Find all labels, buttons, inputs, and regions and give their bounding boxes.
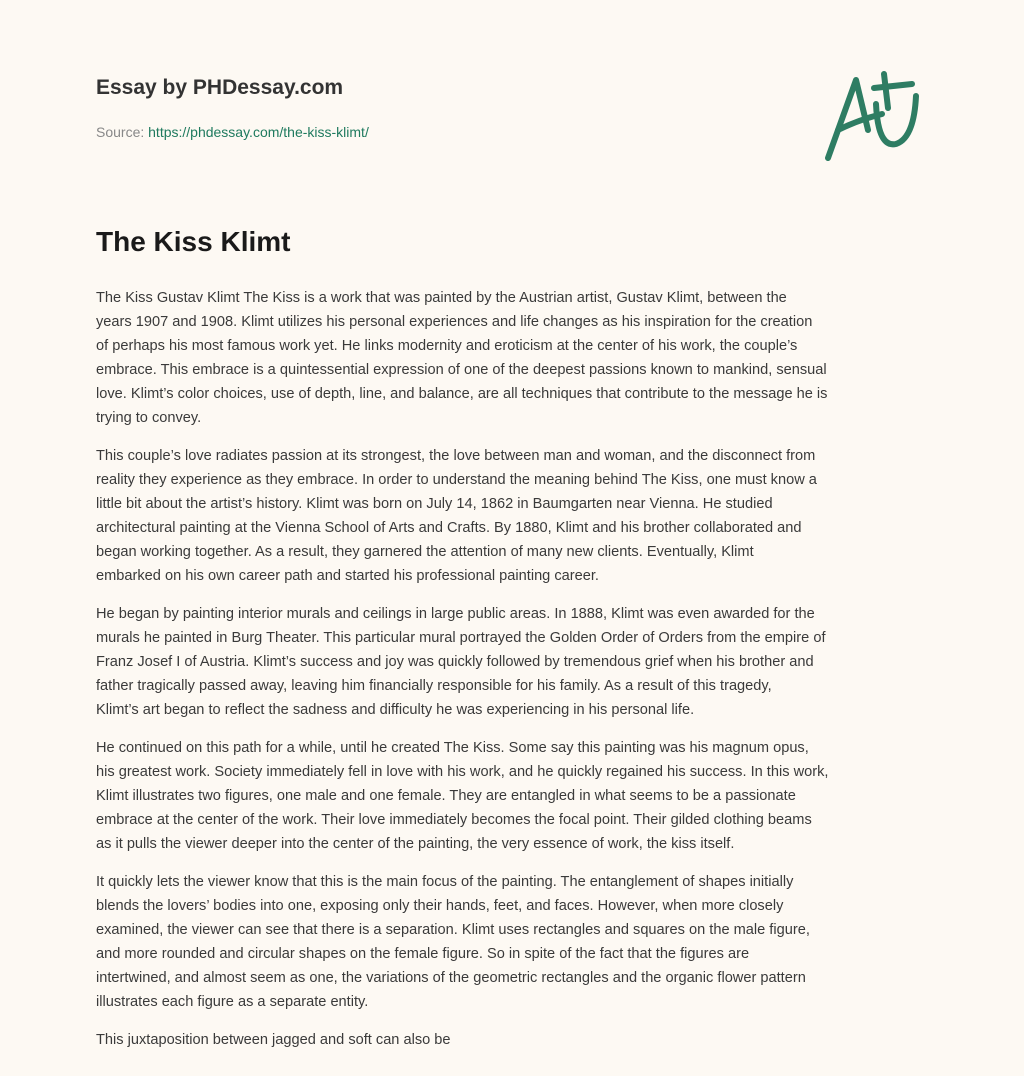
essay-title: The Kiss Klimt <box>96 226 291 257</box>
paragraph-line: little bit about the artist’s history. Klimt was born on July 14, 1862 in Baumgarten near Vienna. He studied <box>96 496 773 512</box>
essay-paragraph <box>96 444 936 588</box>
paragraph-line: his greatest work. Society immediately fell in love with his work, and he quickly regained his success. In this work, <box>96 764 829 780</box>
essay-paragraph <box>96 870 936 1014</box>
paragraph-line: embrace at the center of the work. Their love immediately becomes the focal point. Their gilded clothing beams <box>96 812 812 828</box>
paragraph-line: illustrates each figure as a separate entity. <box>96 994 369 1010</box>
paragraph-line: This couple’s love radiates passion at its strongest, the love between man and woman, and the disconnect from <box>96 448 816 464</box>
source-link[interactable]: https://phdessay.com/the-kiss-klimt/ <box>148 124 369 140</box>
essay-paragraph <box>96 1028 936 1052</box>
paragraph-line: as it pulls the viewer deeper into the center of the painting, the very essence of work, the kiss itself. <box>96 836 735 852</box>
a-plus-logo-icon <box>818 68 928 164</box>
essay-paragraph <box>96 286 936 430</box>
paragraph-line: years 1907 and 1908. Klimt utilizes his personal experiences and life changes as his inspiration for the creation <box>96 314 813 330</box>
paragraph-line: intertwined, and almost seem as one, the variations of the geometric rectangles and the organic flower pattern <box>96 970 806 986</box>
paragraph-line: He continued on this path for a while, until he created The Kiss. Some say this painting was his magnum opus, <box>96 740 809 756</box>
paragraph-line: examined, the viewer can see that there is a separation. Klimt uses rectangles and squares on the male figure, <box>96 922 810 938</box>
paragraph-line: architectural painting at the Vienna School of Arts and Crafts. By 1880, Klimt and his brother collaborated and <box>96 520 802 536</box>
paragraph-line: Franz Josef I of Austria. Klimt’s success and joy was quickly followed by tremendous grief when his brother and <box>96 654 814 670</box>
paragraph-line: love. Klimt’s color choices, use of depth, line, and balance, are all techniques that contribute to the message he is <box>96 386 828 402</box>
paragraph-line: began working together. As a result, they garnered the attention of many new clients. Eventually, Klimt <box>96 544 754 560</box>
paragraph-line: It quickly lets the viewer know that this is the main focus of the painting. The entanglement of shapes initially <box>96 874 794 890</box>
paragraph-line: He began by painting interior murals and ceilings in large public areas. In 1888, Klimt was even awarded for the <box>96 606 815 622</box>
essay-paragraph <box>96 736 936 856</box>
paragraph-line: murals he painted in Burg Theater. This particular mural portrayed the Golden Order of Orders from the empire of <box>96 630 826 646</box>
site-brand: Essay by PHDessay.com <box>96 76 344 99</box>
paragraph-line: and more rounded and circular shapes on the female figure. So in spite of the fact that the figures are <box>96 946 750 962</box>
paragraph-line: Klimt illustrates two figures, one male and one female. They are entangled in what seems to be a passionate <box>96 788 796 804</box>
paragraph-line: The Kiss Gustav Klimt The Kiss is a work that was painted by the Austrian artist, Gustav Klimt, between the <box>96 290 787 306</box>
paragraph-line: of perhaps his most famous work yet. He links modernity and eroticism at the center of his work, the couple’s <box>96 338 798 354</box>
paragraph-line: embarked on his own career path and started his professional painting career. <box>96 568 599 584</box>
paragraph-line: father tragically passed away, leaving him financially responsible for his family. As a result of this tragedy, <box>96 678 772 694</box>
paragraph-line: This juxtaposition between jagged and soft can also be <box>96 1032 451 1048</box>
paragraph-line: trying to convey. <box>96 410 202 426</box>
paragraph-line: embrace. This embrace is a quintessential expression of one of the deepest passions known to mankind, sensual <box>96 362 827 378</box>
paragraph-line: reality they experience as they embrace. In order to understand the meaning behind The Kiss, one must know a <box>96 472 817 488</box>
source-label: Source: <box>96 124 145 140</box>
paragraph-line: blends the lovers’ bodies into one, exposing only their hands, feet, and faces. However, when more closely <box>96 898 784 914</box>
paragraph-line: Klimt’s art began to reflect the sadness and difficulty he was experiencing in his personal life. <box>96 702 695 718</box>
essay-body <box>96 286 936 1066</box>
source-line <box>96 124 369 140</box>
essay-paragraph <box>96 602 936 722</box>
